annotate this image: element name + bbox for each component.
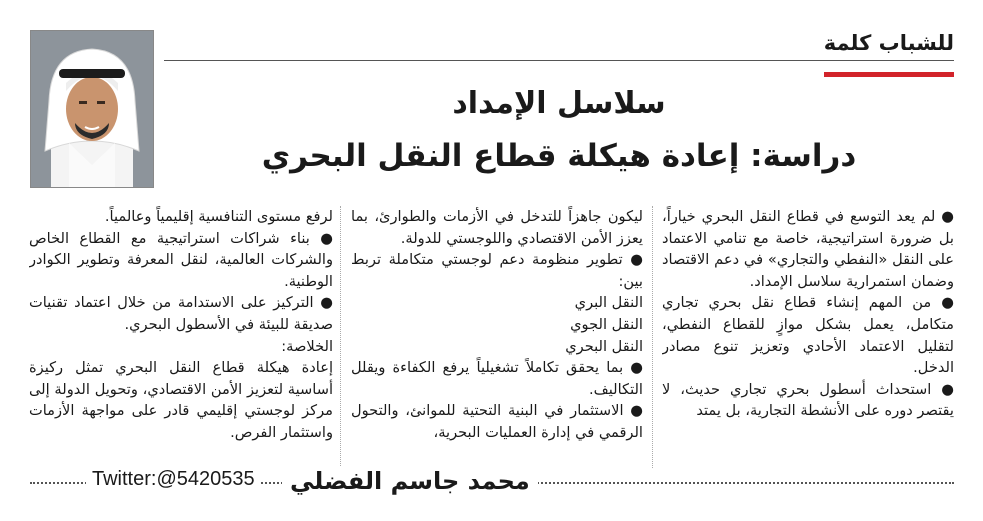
twitter-handle: Twitter:@5420535: [86, 468, 261, 491]
paragraph: ● لم يعد التوسع في قطاع النقل البحري خياراً، بل ضرورة استراتيجية، خاصة مع تنامي الاعتماد على النقل «النفطي والتجاري» في دعم الاقتصاد وضمان استمرارية سلاسل الإمداد.: [662, 208, 954, 290]
paragraph: ● بما يحقق تكاملاً تشغيلياً يرفع الكفاءة ويقلل التكاليف.: [351, 359, 643, 398]
article-title: دراسة: إعادة هيكلة قطاع النقل البحري: [261, 138, 857, 174]
author-portrait-image: [31, 31, 153, 187]
list-item: النقل البري: [574, 294, 643, 312]
column-divider: [340, 206, 341, 468]
text-column-right: [662, 206, 954, 464]
paragraph: ● الاستثمار في البنية التحتية للموانئ، والتحول الرقمي في إدارة العمليات البحرية،: [351, 402, 643, 441]
header-rule: [164, 60, 954, 61]
text-column-middle: [351, 206, 643, 464]
text-column-left: [29, 206, 333, 464]
article-kicker: سلاسل الإمداد: [452, 86, 666, 121]
paragraph: لرفع مستوى التنافسية إقليمياً وعالمياً.: [104, 208, 333, 225]
paragraph: ● تطوير منظومة دعم لوجستي متكاملة تربط بين:: [351, 251, 643, 290]
paragraph: إعادة هيكلة قطاع النقل البحري تمثل ركيزة أساسية لتعزيز الأمن الاقتصادي، وتحويل الدولة إلى مركز لوجستي إقليمي قادر على مواجهة الأزمات واستثمار الفرص.: [29, 359, 333, 441]
paragraph: ● من المهم إنشاء قطاع نقل بحري تجاري متكامل، يعمل بشكل موازٍ للقطاع النفطي، لتقليل الاعتماد الأحادي وتعزيز تنوع مصادر الدخل.: [662, 294, 954, 377]
column-name: للشباب كلمة: [823, 31, 954, 55]
paragraph: ليكون جاهزاً للتدخل في الأزمات والطوارئ، بما يعزز الأمن الاقتصادي واللوجستي للدولة.: [351, 208, 643, 247]
column-divider: [652, 206, 653, 468]
author-name: محمد جاسم الفضلي: [282, 467, 538, 495]
header-accent-bar: [824, 72, 954, 77]
list-item: النقل البحري: [565, 337, 643, 355]
author-photo: [30, 30, 154, 188]
paragraph: ● استحداث أسطول بحري تجاري حديث، لا يقتصر دوره على الأنشطة التجارية، بل يمتد: [662, 380, 954, 420]
paragraph: ● التركيز على الاستدامة من خلال اعتماد تقنيات صديقة للبيئة في الأسطول البحري.: [29, 294, 333, 333]
list-item: النقل الجوي: [570, 315, 643, 333]
paragraph: ● بناء شراكات استراتيجية مع القطاع الخاص والشركات العالمية، لنقل المعرفة وتطوير الكوادر الوطنية.: [29, 229, 333, 290]
summary-heading: الخلاصة:: [281, 337, 333, 355]
